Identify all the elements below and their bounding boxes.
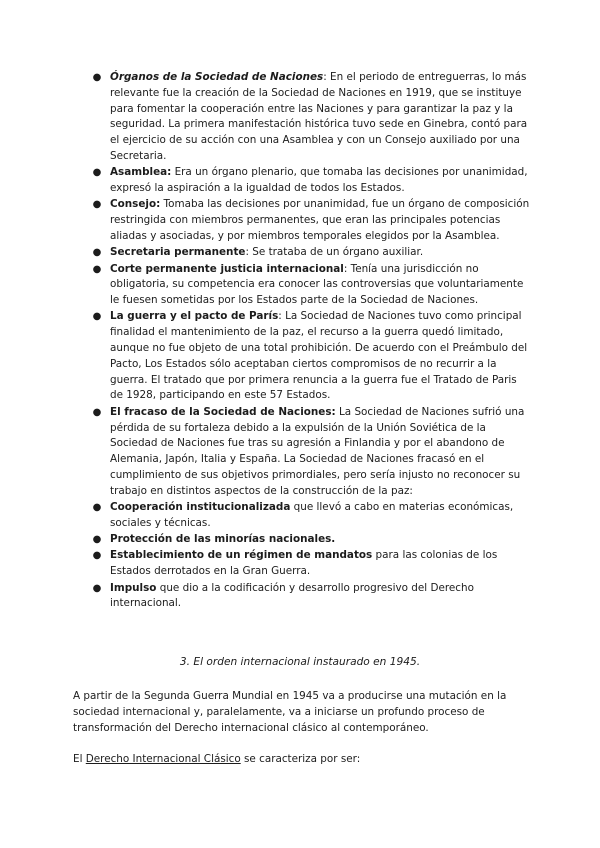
list-item — [92, 548, 530, 580]
derecho-clasico-link[interactable]: Derecho Internacional Clásico — [85, 753, 241, 765]
bullet-icon: ● — [92, 582, 102, 594]
list-item — [92, 500, 530, 532]
list-item-text: : En el periodo de entreguerras, lo más relevante fue la creación de la Sociedad de Naciones en 1919, que se instituye para fomentar la cooperación entre las Naciones y para garantizar la paz y la seguridad. La primera manifestación histórica tuvo sede en Ginebra, contó para el ejercicio de su acción con una Asamblea y con un Consejo auxiliado por una Secretaria. — [110, 71, 528, 162]
list-item — [92, 197, 530, 244]
list-item — [92, 262, 530, 309]
list-item-text: Tomaba las decisiones por unanimidad, fue un órgano de composición restringida con miembros permanentes, que eran las principales potencias aliadas y asociadas, y por miembros temporales elegidos por la Asamblea. — [110, 198, 530, 242]
paragraph-prefix: El — [73, 753, 86, 765]
list-item-bold: Protección de las minorías nacionales. — [110, 533, 336, 546]
list-item-text: para las colonias de los Estados derrotados en la Gran Guerra. — [110, 549, 498, 578]
bullet-icon: ● — [92, 199, 102, 211]
list-item-text: que llevó a cabo en materias económicas, sociales y técnicas. — [110, 501, 514, 529]
bullet-icon: ● — [92, 502, 102, 514]
list-item-bold: Impulso — [110, 581, 157, 594]
bullet-icon: ● — [92, 550, 102, 562]
list-item-text: : Se trataba de un órgano auxiliar. — [245, 246, 424, 259]
bullet-icon: ● — [92, 72, 102, 83]
list-item — [92, 532, 530, 548]
bullet-list — [92, 70, 530, 613]
list-item-text: Era un órgano plenario, que tomaba las decisiones por unanimidad, expresó la aspiración a la igualdad de todos los Estados. — [110, 166, 528, 195]
bullet-icon: ● — [92, 263, 102, 275]
paragraph-clasico — [73, 751, 528, 767]
bullet-icon: ● — [92, 247, 102, 259]
bullet-icon: ● — [92, 406, 102, 418]
list-item-bold: Asamblea: — [110, 166, 172, 179]
list-item-bold: Establecimiento de un régimen de mandatos — [110, 549, 373, 562]
bullet-icon: ● — [92, 534, 102, 546]
list-item — [92, 245, 530, 261]
list-item-text: que dio a la codificación y desarrollo progresivo del Derecho internacional. — [110, 581, 474, 610]
list-item — [92, 165, 530, 197]
list-item-text: : Tenía una jurisdicción no obligatoria, su competencia era conocer las controversias que voluntariamente le fuesen sometidas por los Estados parte de la Sociedad de Naciones. — [110, 262, 524, 307]
list-item-bold: La guerra y el pacto de París — [110, 310, 279, 323]
paragraph-suffix: se caracteriza por ser: — [240, 753, 361, 765]
list-item-text: La Sociedad de Naciones sufrió una pérdida de su fortaleza debido a la expulsión de la Unión Soviética de la Sociedad de Naciones fue tras su agresión a Finlandia y por el abandono de Alemania, Japón, Italia y España. La Sociedad de Naciones fracasó en el cumplimiento de sus objetivos primordiales, pero sería injusto no reconocer su trabajo en distintos aspectos de la construcción de la paz: — [110, 405, 525, 497]
list-item — [92, 70, 530, 165]
list-item-bold: Corte permanente justicia internacional — [110, 262, 344, 275]
list-item-bold: Secretaria permanente — [110, 246, 246, 259]
list-item-bold: Órganos de la Sociedad de Naciones — [110, 71, 324, 83]
paragraph-intro: A partir de la Segunda Guerra Mundial en 1945 va a producirse una mutación en la sociedad internacional y, paralelamente, va a iniciarse un profundo proceso de transformación del Derecho internacional clásico al contemporáneo. — [73, 690, 507, 735]
bullet-icon: ● — [92, 311, 102, 323]
list-item-bold: El fracaso de la Sociedad de Naciones: — [110, 405, 336, 418]
section-title: 3. El orden internacional instaurado en 1945. — [179, 656, 421, 668]
list-item — [92, 309, 530, 404]
list-item-bold: Consejo: — [110, 198, 161, 211]
list-item-text: : La Sociedad de Naciones tuvo como principal finalidad el mantenimiento de la paz, el recurso a la guerra quedó limitado, aunque no fue objeto de una total prohibición. De acuerdo con el Preámbulo del Pacto, Los Estados sólo aceptaban ciertos compromisos de no recurrir a la guerra. El tratado que por primera renuncia a la guerra fue el Tratado de Paris de 1928, participando en este 57 Estados. — [110, 310, 528, 402]
list-item — [92, 405, 530, 500]
bullet-icon: ● — [92, 167, 102, 179]
list-item-bold: Cooperación institucionalizada — [110, 501, 291, 514]
list-item — [92, 581, 530, 613]
